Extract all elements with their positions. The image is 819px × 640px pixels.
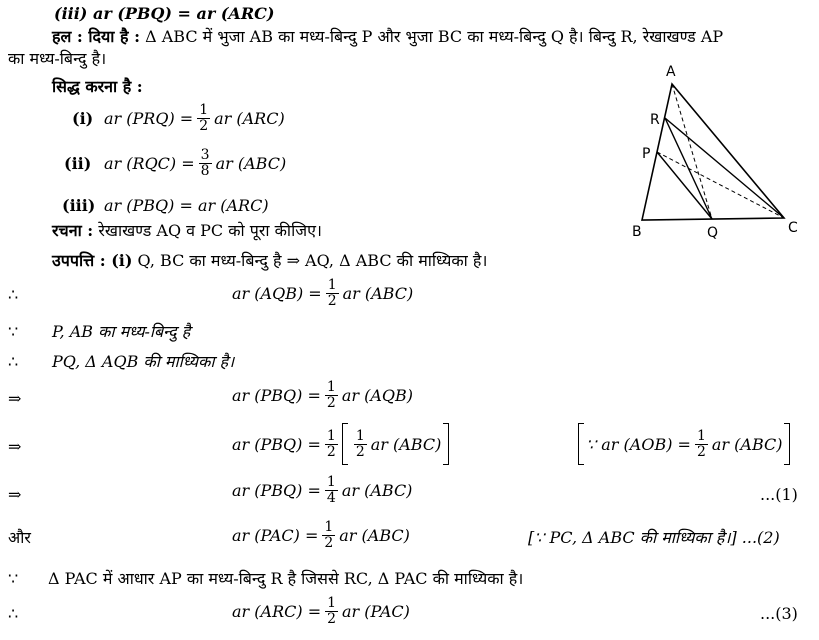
- equation-pbq-3: ar (PBQ) = $\frac{1}{4}$ ar (ABC): [232, 474, 413, 506]
- pac-statement: Δ PAC में आधार AP का मध्य-बिन्दु R है जिससे RC, Δ PAC की माध्यिका है।: [48, 569, 524, 588]
- construction-line: रचना : रेखाखण्ड AQ व PC को पूरा कीजिए।: [52, 221, 322, 240]
- given-line-1: [52, 27, 723, 47]
- equation-pbq-1: ar (PBQ) = $\frac{1}{2}$ ar (AQB): [232, 379, 413, 411]
- label-p: P: [642, 146, 651, 162]
- triangle-figure: [620, 60, 810, 240]
- equation-pbq-2: ar (PBQ) = $\frac{1}{2}$ $\frac{1}{2}$ ar (ABC): [232, 423, 449, 465]
- implies-symbol: ⇒: [8, 389, 22, 408]
- label-q: Q: [707, 225, 719, 240]
- given-text-1: Δ ABC में भुजा AB का मध्य-बिन्दु P और भुजा BC का मध्य-बिन्दु Q है। बिन्दु R, रेखाखण्ड AP: [145, 27, 724, 46]
- prove-item-1: (i) ar (PRQ) = $\frac{1}{2}$ ar (ARC): [72, 102, 285, 134]
- fraction: $\frac{3}{8}$: [200, 147, 210, 179]
- because-symbol: ∵: [8, 569, 19, 588]
- label-r: R: [650, 112, 660, 128]
- equation-arc: ar (ARC) = $\frac{1}{2}$ ar (PAC): [232, 595, 410, 627]
- therefore-symbol: ∴: [8, 285, 19, 304]
- given-label: हल : दिया है :: [52, 27, 140, 46]
- given-text-2: का मध्य-बिन्दु है।: [8, 49, 107, 68]
- therefore-symbol: ∴: [8, 604, 19, 623]
- label-a: A: [666, 64, 676, 80]
- prove-item-3: (iii) ar (PBQ) = ar (ARC): [62, 196, 269, 215]
- and-word: और: [8, 528, 31, 547]
- segment-pc: [657, 152, 784, 218]
- equation-note-2: [∵ PC, Δ ABC की माध्यिका है।] ...(2): [528, 528, 780, 547]
- median-statement: PQ, Δ AQB की माध्यिका है।: [52, 352, 235, 371]
- label-b: B: [632, 224, 642, 240]
- prove-item-2: (ii) ar (RQC) = $\frac{3}{8}$ ar (ABC): [64, 147, 287, 179]
- equation-pac: ar (PAC) = $\frac{1}{2}$ ar (ABC): [232, 519, 410, 551]
- label-c: C: [788, 220, 798, 236]
- segment-pq: [657, 152, 712, 219]
- segment-aq: [672, 84, 712, 219]
- equation-tag-3: ...(3): [760, 604, 798, 623]
- fraction: $\frac{1}{2}$: [199, 102, 209, 134]
- implies-symbol: ⇒: [8, 485, 22, 504]
- equation-tag-1: ...(1): [760, 485, 798, 504]
- implies-symbol: ⇒: [8, 437, 22, 456]
- problem-heading: (iii) ar (PBQ) = ar (ARC): [54, 4, 275, 23]
- midpoint-statement: P, AB का मध्य-बिन्दु है: [52, 322, 191, 341]
- segment-rc: [665, 118, 784, 218]
- reason-note: ∵ ar (AOB) = $\frac{1}{2}$ ar (ABC): [578, 423, 790, 465]
- therefore-symbol: ∴: [8, 352, 19, 371]
- proof-line: उपपत्ति : (i) Q, BC का मध्य-बिन्दु है ⇒ AQ, Δ ABC की माध्यिका है।: [52, 251, 488, 270]
- equation-aqb: ar (AQB) = $\frac{1}{2}$ ar (ABC): [232, 277, 414, 309]
- because-symbol: ∵: [8, 322, 19, 341]
- to-prove-label: सिद्ध करना है :: [52, 77, 143, 96]
- segment-rq: [665, 118, 712, 219]
